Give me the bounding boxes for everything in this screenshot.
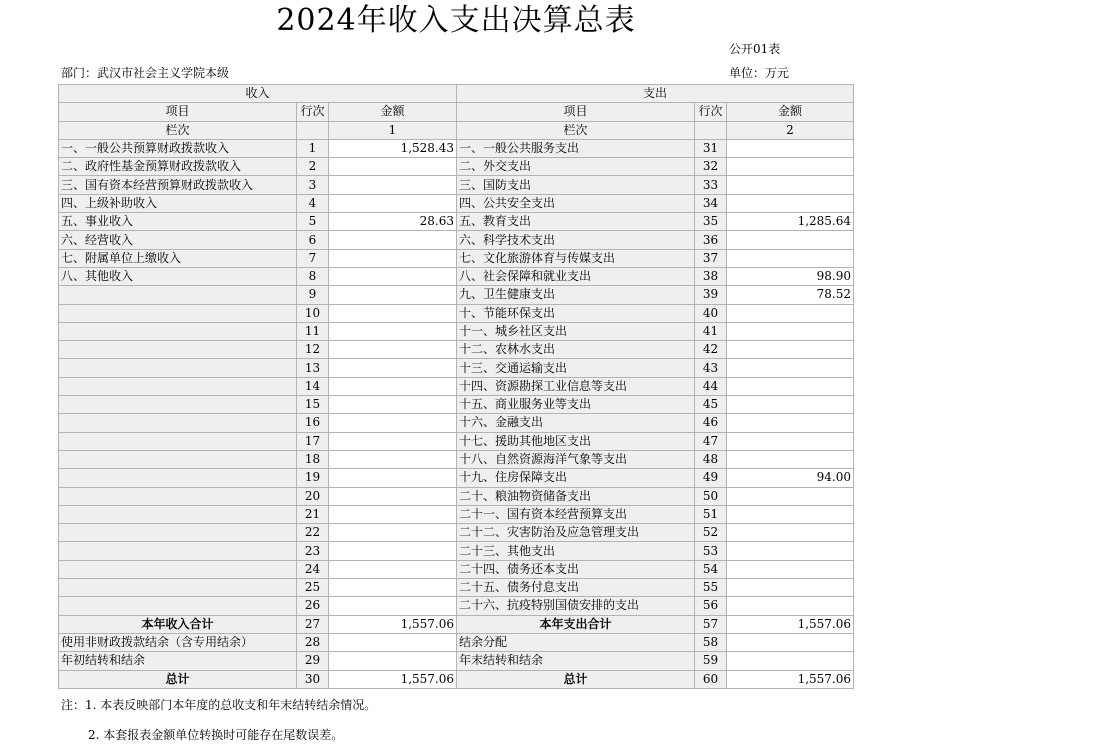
expense-line-cell: 55 [695,579,727,597]
expense-item-cell: 二十四、债务还本支出 [457,560,695,578]
income-item-cell: 六、经营收入 [59,231,297,249]
expense-line-cell: 48 [695,450,727,468]
expense-line-cell: 34 [695,194,727,212]
income-item-cell: 二、政府性基金预算财政拨款收入 [59,158,297,176]
table-row [59,194,854,212]
expense-amount-cell [727,652,854,670]
table-row [59,158,854,176]
income-item-cell [59,432,297,450]
income-amount-cell [329,579,457,597]
income-item-cell [59,469,297,487]
income-line-cell: 6 [297,231,329,249]
income-item-cell [59,396,297,414]
expense-item-cell: 九、卫生健康支出 [457,286,695,304]
income-line-cell: 27 [297,615,329,633]
table-row [59,450,854,468]
table-row [59,249,854,267]
expense-line-cell: 59 [695,652,727,670]
income-item-cell [59,487,297,505]
table-row [59,414,854,432]
income-item-cell [59,597,297,615]
income-item-cell [59,505,297,523]
expense-line-cell: 56 [695,597,727,615]
expense-amount-cell [727,396,854,414]
income-amount-cell [329,524,457,542]
income-item-cell: 本年收入合计 [59,615,297,633]
unit-label: 单位：万元 [729,66,790,80]
table-row [59,286,854,304]
income-line-cell: 28 [297,633,329,651]
expense-item-cell: 二十五、债务付息支出 [457,579,695,597]
expense-line-cell: 33 [695,176,727,194]
income-line-cell: 7 [297,249,329,267]
table-row [59,341,854,359]
income-item-cell [59,286,297,304]
expense-item-cell: 一、一般公共服务支出 [457,139,695,157]
department-label: 部门：武汉市社会主义学院本级 [61,66,230,80]
expense-item-cell: 二十一、国有资本经营预算支出 [457,505,695,523]
income-line-cell: 8 [297,267,329,285]
income-amount-cell: 1,557.06 [329,670,457,688]
expense-line-cell: 44 [695,377,727,395]
expense-item-cell: 二十三、其他支出 [457,542,695,560]
expense-amount-cell [727,450,854,468]
table-row [59,487,854,505]
income-amount-header: 金额 [329,103,457,121]
form-code: 公开01表 [729,42,781,56]
expense-amount-cell: 98.90 [727,267,854,285]
expense-item-cell: 十二、农林水支出 [457,341,695,359]
revenue-expenditure-table [58,84,854,689]
expense-amount-cell [727,597,854,615]
expense-item-cell: 二、外交支出 [457,158,695,176]
expense-item-cell: 十七、援助其他地区支出 [457,432,695,450]
expense-item-cell: 本年支出合计 [457,615,695,633]
income-line-cell: 12 [297,341,329,359]
expense-amount-cell [727,524,854,542]
income-amount-cell [329,249,457,267]
expense-amount-cell [727,377,854,395]
income-amount-cell [329,286,457,304]
expense-line-cell: 35 [695,213,727,231]
income-item-cell: 四、上级补助收入 [59,194,297,212]
income-amount-cell [329,542,457,560]
income-amount-cell [329,633,457,651]
income-item-cell [59,579,297,597]
expense-amount-cell: 94.00 [727,469,854,487]
section-header-row [59,85,854,103]
income-line-cell: 20 [297,487,329,505]
table-row [59,322,854,340]
income-line-cell: 18 [297,450,329,468]
expense-amount-cell [727,560,854,578]
income-item-cell: 一、一般公共预算财政拨款收入 [59,139,297,157]
expense-amount-cell [727,633,854,651]
income-line-cell: 19 [297,469,329,487]
income-item-cell: 七、附属单位上缴收入 [59,249,297,267]
income-line-cell: 10 [297,304,329,322]
expense-item-cell: 十一、城乡社区支出 [457,322,695,340]
table-row [59,505,854,523]
expense-line-cell: 39 [695,286,727,304]
income-line-cell: 4 [297,194,329,212]
column-header-row [59,103,854,121]
expense-amount-cell: 1,285.64 [727,213,854,231]
expense-line-cell: 60 [695,670,727,688]
expense-line-cell: 54 [695,560,727,578]
table-row [59,597,854,615]
expense-line-cell: 31 [695,139,727,157]
income-item-cell [59,341,297,359]
expense-amount-cell [727,304,854,322]
table-row [59,377,854,395]
income-amount-cell [329,158,457,176]
income-item-cell: 总计 [59,670,297,688]
table-row [59,633,854,651]
expense-line-cell: 50 [695,487,727,505]
income-line-cell: 21 [297,505,329,523]
expense-line-cell: 43 [695,359,727,377]
expense-line-cell: 52 [695,524,727,542]
income-amount-cell [329,469,457,487]
table-row [59,524,854,542]
income-item-header: 项目 [59,103,297,121]
expense-item-cell: 二十、粮油物资储备支出 [457,487,695,505]
expense-line-cell: 53 [695,542,727,560]
expense-item-cell: 二十六、抗疫特别国债安排的支出 [457,597,695,615]
expense-item-cell: 四、公共安全支出 [457,194,695,212]
expense-amount-cell [727,432,854,450]
expense-item-cell: 七、文化旅游体育与传媒支出 [457,249,695,267]
income-line-cell: 16 [297,414,329,432]
expense-amount-cell [727,231,854,249]
income-amount-cell [329,487,457,505]
expense-item-cell: 五、教育支出 [457,213,695,231]
income-item-cell [59,524,297,542]
income-amount-cell [329,176,457,194]
income-line-cell: 22 [297,524,329,542]
table-row [59,267,854,285]
income-item-cell: 使用非财政拨款结余（含专用结余） [59,633,297,651]
income-line-cell: 24 [297,560,329,578]
income-column-blank [297,121,329,139]
expense-item-cell: 十三、交通运输支出 [457,359,695,377]
expense-amount-cell [727,487,854,505]
income-amount-cell: 1,528.43 [329,139,457,157]
note-2: 2. 本套报表金额单位转换时可能存在尾数误差。 [88,728,344,742]
table-row [59,359,854,377]
income-amount-cell [329,432,457,450]
income-line-cell: 5 [297,213,329,231]
expense-amount-cell [727,542,854,560]
income-amount-cell [329,652,457,670]
income-amount-cell [329,341,457,359]
expense-column-blank [695,121,727,139]
expense-amount-cell: 1,557.06 [727,615,854,633]
expense-line-cell: 37 [695,249,727,267]
subtotal-row [59,615,854,633]
expense-line-cell: 38 [695,267,727,285]
income-item-cell [59,377,297,395]
income-line-cell: 25 [297,579,329,597]
income-amount-cell [329,396,457,414]
income-column-label: 栏次 [59,121,297,139]
expense-item-cell: 十四、资源勘探工业信息等支出 [457,377,695,395]
income-amount-cell [329,450,457,468]
table-row [59,560,854,578]
income-amount-cell [329,194,457,212]
income-amount-cell [329,505,457,523]
expense-item-cell: 十五、商业服务业等支出 [457,396,695,414]
income-line-cell: 11 [297,322,329,340]
income-amount-cell [329,267,457,285]
expense-item-cell: 结余分配 [457,633,695,651]
income-item-cell [59,322,297,340]
expense-item-cell: 年末结转和结余 [457,652,695,670]
table-row [59,304,854,322]
income-amount-cell [329,304,457,322]
expense-amount-cell [727,414,854,432]
expense-item-header: 项目 [457,103,695,121]
income-item-cell [59,450,297,468]
income-item-cell: 三、国有资本经营预算财政拨款收入 [59,176,297,194]
income-amount-cell [329,231,457,249]
expense-line-cell: 45 [695,396,727,414]
income-line-cell: 1 [297,139,329,157]
income-item-cell [59,542,297,560]
expense-amount-cell [727,139,854,157]
table-row [59,652,854,670]
expense-item-cell: 总计 [457,670,695,688]
expense-line-cell: 42 [695,341,727,359]
income-line-cell: 30 [297,670,329,688]
income-amount-cell: 1,557.06 [329,615,457,633]
income-line-cell: 23 [297,542,329,560]
income-line-cell: 17 [297,432,329,450]
income-line-cell: 15 [297,396,329,414]
table-row [59,432,854,450]
table-row [59,579,854,597]
income-line-cell: 13 [297,359,329,377]
income-line-cell: 3 [297,176,329,194]
income-item-cell: 八、其他收入 [59,267,297,285]
expense-line-cell: 57 [695,615,727,633]
expense-item-cell: 二十二、灾害防治及应急管理支出 [457,524,695,542]
expense-line-cell: 47 [695,432,727,450]
income-column-number: 1 [329,121,457,139]
income-amount-cell [329,560,457,578]
income-line-header: 行次 [297,103,329,121]
income-item-cell [59,359,297,377]
income-item-cell: 五、事业收入 [59,213,297,231]
expense-line-cell: 46 [695,414,727,432]
expense-item-cell: 六、科学技术支出 [457,231,695,249]
expense-amount-cell [727,341,854,359]
expense-line-cell: 32 [695,158,727,176]
expense-item-cell: 三、国防支出 [457,176,695,194]
expense-amount-cell: 78.52 [727,286,854,304]
expense-amount-cell [727,322,854,340]
income-line-cell: 9 [297,286,329,304]
table-row [59,469,854,487]
expense-column-label: 栏次 [457,121,695,139]
expense-line-cell: 49 [695,469,727,487]
expense-amount-cell [727,158,854,176]
income-line-cell: 14 [297,377,329,395]
expense-amount-cell [727,579,854,597]
note-1: 注：1. 本表反映部门本年度的总收支和年末结转结余情况。 [61,698,377,712]
expense-line-cell: 36 [695,231,727,249]
total-row [59,670,854,688]
column-number-row [59,121,854,139]
income-amount-cell [329,597,457,615]
page-title: 2024年收入支出决算总表 [276,3,636,38]
income-item-cell [59,414,297,432]
expense-amount-cell [727,176,854,194]
income-line-cell: 26 [297,597,329,615]
table-row [59,542,854,560]
table-row [59,176,854,194]
income-amount-cell [329,322,457,340]
expense-item-cell: 十九、住房保障支出 [457,469,695,487]
expense-line-cell: 58 [695,633,727,651]
expense-header: 支出 [457,85,854,103]
income-item-cell [59,560,297,578]
expense-line-cell: 41 [695,322,727,340]
expense-item-cell: 十、节能环保支出 [457,304,695,322]
expense-line-cell: 40 [695,304,727,322]
table-row [59,396,854,414]
income-amount-cell: 28.63 [329,213,457,231]
expense-amount-cell [727,359,854,377]
income-amount-cell [329,359,457,377]
income-header: 收入 [59,85,457,103]
income-line-cell: 2 [297,158,329,176]
expense-amount-header: 金额 [727,103,854,121]
income-line-cell: 29 [297,652,329,670]
expense-item-cell: 十八、自然资源海洋气象等支出 [457,450,695,468]
expense-column-number: 2 [727,121,854,139]
expense-item-cell: 十六、金融支出 [457,414,695,432]
table-row [59,231,854,249]
table-row [59,139,854,157]
income-item-cell: 年初结转和结余 [59,652,297,670]
expense-line-cell: 51 [695,505,727,523]
expense-line-header: 行次 [695,103,727,121]
expense-item-cell: 八、社会保障和就业支出 [457,267,695,285]
expense-amount-cell: 1,557.06 [727,670,854,688]
expense-amount-cell [727,505,854,523]
table-row [59,213,854,231]
expense-amount-cell [727,194,854,212]
income-amount-cell [329,414,457,432]
income-item-cell [59,304,297,322]
expense-amount-cell [727,249,854,267]
income-amount-cell [329,377,457,395]
